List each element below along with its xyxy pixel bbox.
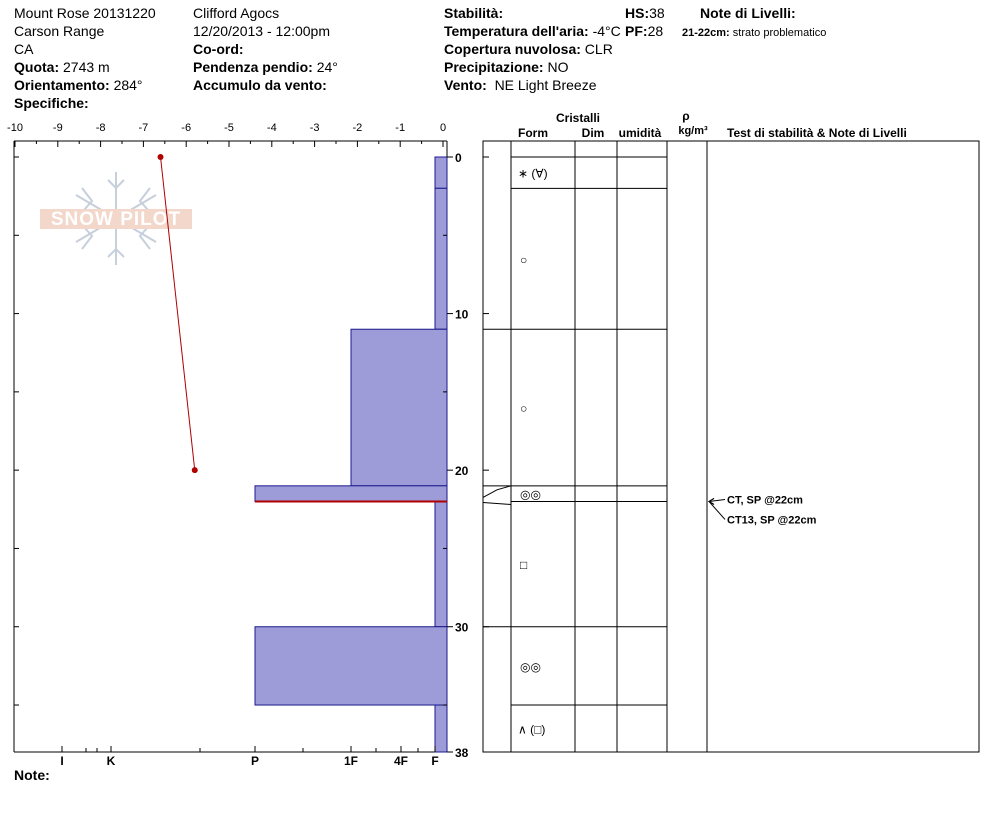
header-dim: Dim bbox=[581, 126, 605, 140]
notes-label: Note: bbox=[14, 767, 50, 783]
crystal-form-symbol: ○ bbox=[520, 401, 528, 416]
slope: Pendenza pendio: 24° bbox=[193, 59, 338, 75]
stem-line-slant bbox=[483, 486, 511, 498]
header-tests: Test di stabilità & Note di Livelli bbox=[727, 126, 907, 140]
hardness-tick-label: P bbox=[250, 754, 260, 768]
depth-tick-label: 30 bbox=[455, 620, 469, 635]
hardness-layer-bar bbox=[435, 188, 447, 329]
hardness-layer-bar bbox=[435, 157, 447, 188]
header-form: Form bbox=[518, 126, 548, 140]
wind: Vento: NE Light Breeze bbox=[444, 77, 597, 93]
temperature-tick-label: -4 bbox=[266, 122, 277, 134]
stability-test-arrow bbox=[709, 501, 725, 519]
cloud-cover: Copertura nuvolosa: CLR bbox=[444, 41, 613, 57]
temperature-tick-label: -1 bbox=[395, 122, 406, 134]
crystal-form-symbol: ◎◎ bbox=[520, 487, 541, 502]
temperature-point bbox=[192, 467, 198, 473]
stability-test-label: CT13, SP @22cm bbox=[727, 514, 817, 527]
layer-note: 21-22cm: strato problematico bbox=[682, 27, 827, 39]
table-frame bbox=[483, 141, 979, 752]
crystal-form-symbol: ∧ (□) bbox=[518, 722, 546, 737]
depth-tick-label: 10 bbox=[455, 307, 469, 322]
depth-tick-label: 38 bbox=[455, 746, 469, 760]
hardness-layer-bar bbox=[255, 627, 447, 705]
depth-tick-label: 0 bbox=[455, 151, 462, 165]
temperature-tick-label: -5 bbox=[224, 122, 234, 134]
wind-loading: Accumulo da vento: bbox=[193, 77, 327, 93]
snowpilot-logo bbox=[40, 172, 192, 265]
hardness-layer-bar bbox=[351, 329, 447, 486]
penetration-foot: PF:28 bbox=[625, 23, 664, 39]
temperature-point bbox=[158, 154, 164, 160]
stratigraphy-table bbox=[483, 109, 979, 752]
hardness-layer-bar bbox=[255, 486, 447, 502]
hardness-tick-label: 4F bbox=[393, 754, 409, 768]
stem-line-slant-2 bbox=[483, 502, 511, 504]
stability: Stabilità: bbox=[444, 5, 504, 21]
hardness-tick-label: F bbox=[431, 754, 439, 768]
logo-text: SNOW PILOT bbox=[50, 209, 182, 230]
site-name: Mount Rose 20131220 bbox=[14, 5, 156, 21]
stability-test-label: CT, SP @22cm bbox=[727, 494, 803, 507]
temperature-tick-label: 0 bbox=[439, 122, 447, 134]
specifics-label: Specifiche: bbox=[14, 95, 89, 111]
header-humidity: umidità bbox=[618, 126, 662, 140]
temperature-tick-label: -3 bbox=[309, 122, 320, 134]
aspect: Orientamento: 284° bbox=[14, 77, 143, 93]
range-name: Carson Range bbox=[14, 23, 105, 39]
hardness-tick-label: I bbox=[60, 754, 64, 768]
coordinates: Co-ord: bbox=[193, 41, 244, 57]
temperature-tick-label: -6 bbox=[181, 122, 192, 134]
temperature-tick-label: -8 bbox=[95, 122, 106, 134]
depth-tick-label: 20 bbox=[455, 464, 469, 479]
hardness-layer-bar bbox=[435, 705, 447, 752]
temperature-tick-label: -10 bbox=[7, 122, 23, 134]
header-rho: ρ bbox=[682, 109, 690, 123]
crystal-form-symbol: ○ bbox=[520, 252, 528, 267]
header-crystals: Cristalli bbox=[555, 111, 601, 125]
temperature-tick-label: -7 bbox=[138, 122, 149, 134]
stability-tests bbox=[709, 494, 817, 526]
temperature-tick-label: -9 bbox=[52, 122, 63, 134]
temperature-line bbox=[161, 157, 195, 470]
layer-notes-title: Note di Livelli: bbox=[700, 5, 796, 21]
crystal-form-symbol: ◎◎ bbox=[520, 659, 541, 674]
temperature-ticks bbox=[7, 122, 446, 147]
header-density-unit: kg/m³ bbox=[678, 125, 708, 137]
hardness-ticks bbox=[60, 746, 438, 768]
hardness-tick-label: 1F bbox=[343, 754, 359, 768]
crystal-form-symbol: ∗ (∀) bbox=[518, 166, 548, 181]
air-temperature: Temperatura dell'aria: -4°C bbox=[444, 23, 621, 39]
temperature-profile bbox=[158, 154, 198, 473]
observation-datetime: 12/20/2013 - 12:00pm bbox=[193, 23, 330, 39]
hardness-layers bbox=[255, 157, 447, 752]
snow-height: HS:38 bbox=[625, 5, 665, 21]
observer-name: Clifford Agocs bbox=[193, 5, 280, 21]
hardness-tick-label: K bbox=[106, 754, 116, 768]
crystal-form-symbol: □ bbox=[520, 558, 528, 573]
state-name: CA bbox=[14, 41, 34, 57]
hardness-layer-bar bbox=[435, 501, 447, 626]
precipitation: Precipitazione: NO bbox=[444, 59, 569, 75]
temperature-tick-label: -2 bbox=[352, 122, 363, 134]
elevation: Quota: 2743 m bbox=[14, 59, 110, 75]
